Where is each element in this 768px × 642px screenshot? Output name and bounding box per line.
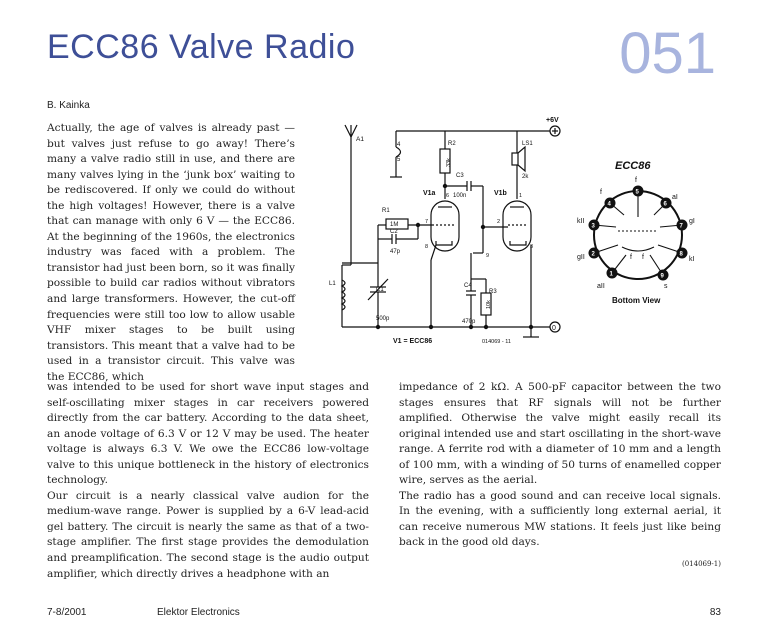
circuit-schematic bbox=[318, 115, 568, 347]
pin-label: 1 bbox=[519, 193, 523, 199]
c2-value: 47p bbox=[390, 249, 401, 255]
pin-label: 3 bbox=[530, 244, 534, 250]
body-text-top bbox=[47, 121, 295, 385]
r2-value: 33k bbox=[446, 158, 452, 167]
pinout-label: f bbox=[630, 254, 632, 261]
v1b-label: V1b bbox=[494, 190, 507, 197]
valve-v1a bbox=[431, 201, 459, 251]
c3-label: C3 bbox=[456, 173, 464, 179]
r1-label: R1 bbox=[382, 208, 390, 214]
valve-pinout-diagram bbox=[568, 155, 708, 305]
pinout-pin-number: 4 bbox=[607, 201, 611, 208]
c1-label: C1 bbox=[376, 287, 384, 293]
l1-label: L1 bbox=[329, 281, 336, 287]
pinout-caption: Bottom View bbox=[612, 296, 661, 305]
body-text-right bbox=[399, 380, 721, 551]
body-paragraph: Actually, the age of valves is already past — but valves just refuse to go away! There’s many a valve radio still in use, and there are many valves lying in the ‘junk box’ waiting to be rediscovered. If only we could do without the high voltages! However, there is a valve that can manage with only 6 V — the ECC86. At the beginning of the 1960s, the electronics industry was faced with a problem. The transistor had just been born, so it was finally possible to build car radios without vibrators and large transformers. However, the cut-off frequencies were still too low to allow usable VHF mixer stages to be built using transistors. This meant that a valve had to be used in a transistor circuit. This valve was the ECC86, which bbox=[47, 122, 295, 383]
pin-label: 9 bbox=[486, 253, 490, 259]
c4-value: 470p bbox=[462, 319, 476, 325]
c2-label: C2 bbox=[390, 229, 398, 235]
r2-label: R2 bbox=[448, 141, 456, 147]
article-reference: (014069-1) bbox=[681, 560, 721, 568]
pinout-pin-number: 7 bbox=[679, 223, 683, 230]
r3-value: 10k bbox=[486, 300, 492, 309]
footer-page-number: 83 bbox=[709, 607, 721, 618]
pinout-label: aII bbox=[597, 283, 605, 290]
pin-label: 7 bbox=[425, 219, 429, 225]
pin-label: 5 bbox=[397, 157, 401, 163]
body-paragraph: Our circuit is a nearly classical valve audion for the medium-wave range. Power is supplied by a 6-V lead-acid gel battery. The circuit is nearly the same as that of a two-stage amplifier. The first stage provides the demodulation and preamplification. The second stage is the audio output amplifier, which directly drives a headphone with an bbox=[47, 489, 369, 580]
c1-value: 500p bbox=[376, 316, 390, 322]
pin-label: 4 bbox=[397, 142, 401, 148]
antenna-symbol bbox=[345, 125, 357, 265]
antenna-label: A1 bbox=[356, 136, 364, 143]
pinout-label: gI bbox=[689, 218, 695, 225]
pinout-pin-number: 8 bbox=[679, 251, 683, 258]
r3-label: R3 bbox=[489, 289, 497, 295]
c3-value: 100n bbox=[453, 193, 467, 199]
pinout-label: f bbox=[600, 189, 602, 196]
footer-publication: Elektor Electronics bbox=[157, 607, 240, 618]
pinout-label: f bbox=[642, 254, 644, 261]
pinout-pin-number: 5 bbox=[635, 189, 639, 196]
r1-value: 1M bbox=[390, 222, 399, 228]
pinout-title: ECC86 bbox=[615, 160, 651, 172]
body-paragraph: impedance of 2 kΩ. A 500-pF capacitor between the two stages ensures that RF signals will not be further amplified. Otherwise the valve might easily recall its original intended use and start oscillating in the short-wave range. A ferrite rod with a diameter of 10 mm and a length of 100 mm, with a winding of 50 turns of enamelled copper wire, serves as the aerial. bbox=[399, 381, 721, 487]
pin-label: 2 bbox=[497, 219, 501, 225]
schematic-code: 014069 - 11 bbox=[482, 339, 511, 345]
pin-label: 8 bbox=[425, 244, 429, 250]
body-paragraph: The radio has a good sound and can receive local signals. In the evening, with a sufficiently long external aerial, it can receive numerous MW stations. It feels just like being back in the good old days. bbox=[399, 489, 721, 549]
v1a-label: V1a bbox=[423, 190, 436, 197]
ground-label: 0 bbox=[552, 325, 556, 332]
pinout-label: aI bbox=[672, 194, 678, 201]
pinout-label: gII bbox=[577, 254, 585, 261]
author: B. Kainka bbox=[47, 100, 90, 111]
pinout-pin-number: 1 bbox=[609, 271, 613, 278]
valve-note: V1 = ECC86 bbox=[393, 338, 433, 345]
pinout-pin-number: 2 bbox=[591, 251, 595, 258]
valve-v1b bbox=[503, 201, 534, 251]
c4-label: C4 bbox=[464, 283, 472, 289]
ls1-value: 2k bbox=[522, 174, 529, 180]
pinout-label: s bbox=[664, 283, 668, 290]
pin-label: 6 bbox=[446, 193, 450, 199]
footer-date: 7-8/2001 bbox=[47, 607, 87, 618]
pinout-label: kII bbox=[577, 218, 585, 225]
ls1-label: LS1 bbox=[522, 141, 533, 147]
pinout-label: kI bbox=[689, 256, 695, 263]
pinout-pin-number: 3 bbox=[591, 223, 595, 230]
article-title: ECC86 Valve Radio bbox=[47, 28, 356, 66]
supply-label: +6V bbox=[546, 117, 559, 124]
pinout-pin-number: 9 bbox=[660, 273, 664, 280]
pinout-label: f bbox=[635, 177, 637, 184]
body-paragraph: was intended to be used for short wave input stages and self-oscillating mixer stages in car receivers powered directly from the car battery. According to the data sheet, an anode voltage of 6.3 V or 12 V may be used. The heater voltage is always 6.3 V. We owe the ECC86 low-voltage valve to this unique bottleneck in the history of electronics technology. bbox=[47, 381, 369, 487]
body-text-left bbox=[47, 380, 369, 582]
pinout-pin-number: 6 bbox=[663, 201, 667, 208]
article-number: 051 bbox=[619, 21, 716, 86]
